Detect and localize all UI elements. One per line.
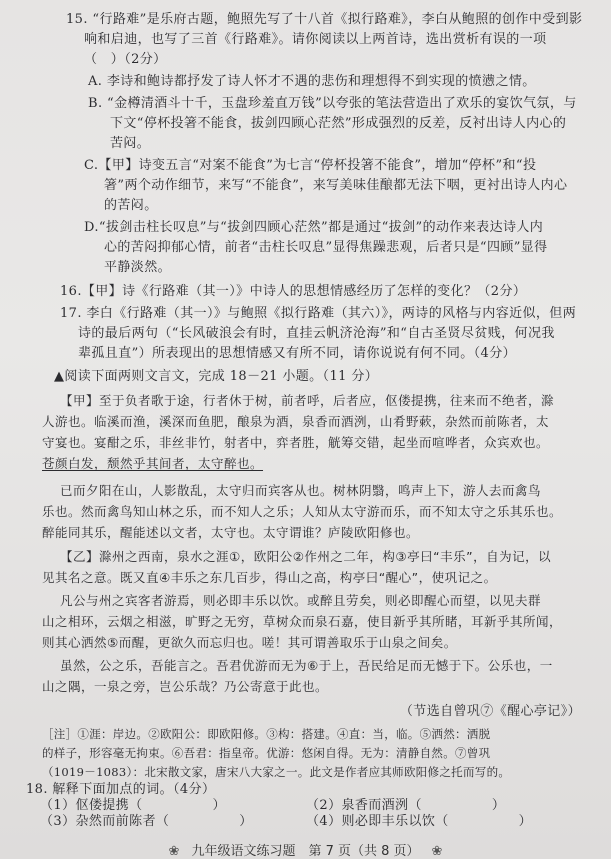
passage-b-line-2: 见其名之意。既又直④丰乐之东几百步，得山之高，构亭曰“醒心”，使巩记之。 [42, 570, 497, 585]
passage-b-line-6: 虽然，公之乐，吾能言之。吾君优游而无为⑥于上，吾民给足而无憾于下。公乐也，一 [60, 658, 553, 673]
flower-ornament-icon: ❀ [431, 844, 443, 859]
q17-stem-line-1: 17. 李白《行路难（其一）》与鲍照《拟行路难（其六）》，两诗的风格与内容近似，但两 [60, 306, 577, 321]
q17-stem-line-3: 辈孤且直”）所表现出的思想情感又有所不同，请你说说有何不同。（4分） [78, 346, 517, 361]
passage-a-line-2: 人游也。临溪而渔，溪深而鱼肥，酿泉为酒，泉香而酒洌，山肴野蔌，杂然而前陈者，太 [42, 414, 550, 429]
q15-stem-line-1: 15. “行路难”是乐府古题，鲍照先写了十八首《拟行路难》，李白从鲍照的创作中受到影 [66, 12, 583, 27]
q15-option-d-line-1: D.“拔剑击柱长叹息”与“拔剑四顾心茫然”都是通过“拔剑”的动作来表达诗人内 [84, 220, 544, 235]
notes-line-2: 的样子，形容毫无拘束。⑥吾君：指皇帝。优游：悠闲自得。无为：清静自然。⑦曾巩 [42, 746, 491, 760]
passage-a-line-6: 乐也。然而禽鸟知山林之乐，而不知人之乐；人知从太守游而乐，而不知太守之乐其乐也。 [42, 504, 563, 519]
q18-item-4-close: ） [518, 814, 533, 829]
q18-item-3-close: ） [239, 814, 253, 829]
passage-a-line-1: 【甲】至于负者歌于途，行者休于树，前者呼，后者应，伛偻提携，往来而不绝者，滁 [60, 393, 555, 408]
q18-item-1-close: ） [212, 798, 226, 813]
flower-ornament-icon: ❀ [168, 844, 180, 859]
q15-stem-line-2: 响和启迪，也写了三首《行路难》。请你阅读以上两首诗，选出赏析有误的一项 [84, 32, 547, 47]
q18-item-3-label: （3）杂然而前陈者（ [40, 814, 170, 829]
q17-stem-line-2: 诗的最后两句（“长风破浪会有时，直挂云帆济沧海”和“自古圣贤尽贫贱，何况我 [78, 326, 555, 341]
q15-option-c-line-2: 箸”两个动作细节，来写“不能食”，来写美味佳酿都无法下咽，更衬出诗人内心 [104, 178, 568, 193]
q18-title: 18. 解释下面加点的词。（4分） [26, 782, 216, 797]
q18-item-1 [40, 797, 226, 814]
reading-intro: ▲阅读下面两则文言文，完成 18－21 小题。（11 分） [54, 369, 379, 384]
q15-option-b-line-1: B. “金樽清酒斗十千，玉盘珍羞直万钱”以夸张的笔法营造出了欢乐的宴饮气氛，与 [88, 96, 577, 111]
q15-option-c-line-1: C.【甲】诗变五言“对案不能食”为七言“停杯投箸不能食”，增加“停杯”和“投 [84, 158, 537, 173]
passage-b-line-3: 凡公与州之宾客者游焉，则必即丰乐以饮。或醉且劳矣，则必即醒心而望，以见夫群 [60, 593, 542, 608]
q15-option-c-line-3: 的苦闷。 [104, 198, 158, 213]
q15-stem-line-3: （ ）（2分） [84, 52, 167, 67]
q15-option-d-line-3: 平静淡然。 [104, 260, 172, 275]
passage-b-line-7: 山之隅，一泉之旁，岂公乐哉？乃公寄意于此也。 [42, 679, 329, 694]
notes-line-3: （1019－1083）：北宋散文家，唐宋八大家之一。此文是作者应其师欧阳修之托而写的。 [42, 765, 511, 779]
q15-option-d-line-2: 心的苦闷抑郁心情，前者“击柱长叹息”显得焦躁悲观，后者只是“四顾”显得 [104, 240, 548, 255]
q15-option-a: A. 李诗和鲍诗都抒发了诗人怀才不遇的悲伤和理想得不到实现的愤懑之情。 [88, 74, 536, 89]
passage-a-line-4: 苍颜白发，颓然乎其间者，太守醉也。 [42, 456, 264, 471]
q18-item-2-label: （2）泉香而酒洌（ [306, 798, 422, 813]
page-footer [0, 840, 611, 859]
q18-item-4 [306, 813, 532, 830]
notes-line-1: ［注］①涯：岸边。②欧阳公：即欧阳修。③构：搭建。④直：当，临。⑤洒然：洒脱 [42, 727, 491, 741]
passage-a-line-3: 守宴也。宴酣之乐，非丝非竹，射者中，弈者胜，觥筹交错，起坐而喧哗者，众宾欢也。 [42, 435, 550, 450]
q18-item-3 [40, 813, 253, 830]
passage-source: （节选自曾巩⑦《醒心亭记》） [399, 704, 581, 719]
footer-text: 九年级语文练习题 第 7 页（共 8 页） [191, 844, 420, 859]
q18-item-2 [306, 797, 505, 814]
passage-b-line-1: 【乙】滁州之西南，泉水之涯①，欧阳公②作州之二年，构③亭曰“丰乐”，自为记，以 [60, 549, 552, 564]
q18-item-2-close: ） [491, 798, 506, 813]
passage-b-line-5: 则其心洒然⑤而醒，更欲久而忘归也。嗟！其可谓善取乐于山泉之间矣。 [42, 635, 457, 650]
q15-option-b-line-3: 苦闷。 [110, 136, 151, 151]
passage-a-line-5: 已而夕阳在山，人影散乱，太守归而宾客从也。树林阴翳，鸣声上下，游人去而禽鸟 [60, 483, 542, 498]
q16-stem: 16.【甲】诗《行路难（其一）》中诗人的思想情感经历了怎样的变化？（2分） [60, 284, 527, 299]
q18-item-1-label: （1）伛偻提携（ [40, 798, 143, 813]
q15-option-b-line-2: 下文“停杯投箸不能食，拔剑四顾心茫然”形成强烈的反差，反衬出诗人内心的 [110, 116, 567, 131]
passage-a-line-7: 醉能同其乐，醒能述以文者，太守也。太守谓谁？庐陵欧阳修也。 [42, 525, 420, 540]
q18-item-4-label: （4）则必即丰乐以饮（ [306, 814, 449, 829]
passage-b-line-4: 山之相环，云烟之相滋，旷野之无穷，草树众而泉石嘉，使目新乎其所睹，耳新乎其所闻， [42, 614, 563, 629]
